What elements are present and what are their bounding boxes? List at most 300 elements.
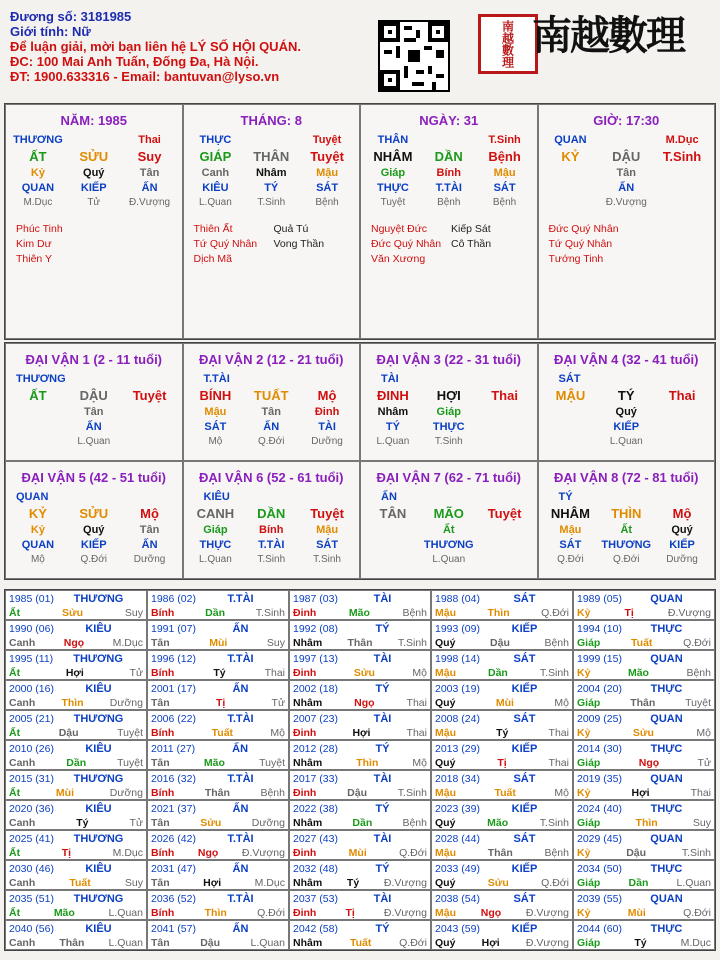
dai-van-shen: KIÊU [203,491,230,503]
year-stage: L.Quan [250,937,285,949]
year-top [9,892,143,906]
year-top [293,802,427,816]
year-shen: THƯƠNG [73,593,124,605]
year-stage: M.Dục [254,877,285,889]
hidden-shen-cell [543,182,598,194]
year-label: 1987 (03) [293,593,338,605]
year-shen: THƯƠNG [73,653,123,665]
hidden-shen-cell: THỰC [377,182,409,194]
year-bottom [435,846,569,860]
year-shen: THỰC [650,743,683,755]
year-branch: Tý [213,667,226,679]
shensha-item: Kiếp Sát [451,223,491,235]
stage-cell: Mộ [30,554,45,565]
pillar-title: NGÀY: 31 [419,113,479,128]
year-label: 2024 (40) [577,803,622,815]
stage-cell: Mộ [208,436,223,447]
year-branch: Mão [627,667,649,679]
year-stage: Mộ [554,697,569,709]
year-top [151,832,285,846]
year-top [151,772,285,786]
year-stem: Quý [435,877,456,889]
year-cell [5,740,147,770]
hidden-stems [539,524,715,536]
shensha-row [194,222,360,237]
year-shen: SÁT [513,833,536,845]
year-stage: Tuyệt [259,757,285,769]
year-top [577,892,711,906]
year-stem: Quý [435,817,456,829]
year-branch: Tý [634,937,647,949]
dai-van-title: ĐẠI VẬN 2 (12 - 21 tuổi) [199,352,344,367]
stage-cell: L.Quan [77,436,111,447]
qr-code-icon [378,20,450,92]
stem-branch [361,388,537,403]
shen-cell: M.Dục [665,134,699,146]
year-top [435,622,569,636]
hidden-stems-cell [10,406,65,418]
year-stem: Canh [9,697,36,709]
dai-van-title: ĐẠI VẬN 3 (22 - 31 tuổi) [376,352,521,367]
year-label: 2017 (33) [293,773,338,785]
year-top [9,802,143,816]
year-top [9,742,143,756]
year-label: 2020 (36) [9,803,54,815]
year-top [9,862,143,876]
year-shen: TÀI [373,653,392,665]
year-top [435,862,569,876]
year-cell [147,590,289,620]
year-stage: Đ.Vượng [667,607,711,619]
year-label: 2030 (46) [9,863,54,875]
stem-branch [539,388,715,403]
year-shen: THỰC [650,623,683,635]
shensha-row [549,237,715,252]
year-branch: Tị [345,907,355,919]
year-stage: Bệnh [686,667,711,679]
year-shen: T.TÀI [227,653,254,665]
dai-van-cell [360,343,538,461]
year-branch: Dậu [58,727,79,739]
hidden-shen-cell [365,539,420,551]
year-shen: ẤN [232,623,249,635]
shensha-item: Nguyệt Đức [371,223,428,235]
stage-cell: T.Sinh [313,554,341,565]
year-label: 1994 (10) [577,623,622,635]
dai-van-shen: THƯƠNG [16,373,66,385]
year-label: 2025 (41) [9,833,54,845]
year-bottom [293,636,427,650]
pillar-row-shen [361,134,537,146]
year-shen: TÀI [373,833,392,845]
year-bottom [293,696,427,710]
shen-cell: THỰC [199,134,232,146]
shen-cell: T.Sinh [488,134,521,146]
year-stage: Q.Đới [257,907,285,919]
hidden-shen-cell: KIẾP [80,182,107,194]
year-cell [431,590,573,620]
year-branch: Mùi [209,637,228,649]
year-top [151,862,285,876]
year-bottom [435,786,569,800]
year-stem: Mậu [435,727,456,739]
dai-van-shen: TÝ [558,491,573,503]
year-label: 1991 (07) [151,623,196,635]
stem-branch-cell: TÝ [617,388,635,403]
shensha-row [16,237,182,252]
stem-branch [6,506,182,521]
shensha-list [539,222,715,267]
year-shen: KIÊU [85,743,112,755]
shensha-item: Văn Xương [371,253,426,265]
address-line: ĐC: 100 Mai Anh Tuấn, Đống Đa, Hà Nội. [10,54,259,69]
year-stem: Giáp [577,877,601,889]
year-label: 2019 (35) [577,773,622,785]
year-cell [573,680,715,710]
shensha-row [194,237,360,252]
year-stem: Giáp [577,817,601,829]
year-cell [573,710,715,740]
year-stem: Bính [151,727,175,739]
stage-cell [543,197,598,208]
year-stem: Đinh [293,667,317,679]
year-stem: Nhâm [293,877,323,889]
year-stem: Canh [9,937,36,949]
stem-branch [184,506,360,521]
contact-line: Để luận giải, mời bạn liên hệ LÝ SỐ HỘI QUÁN. [10,39,301,54]
year-branch: Hợi [65,667,84,679]
year-stage: Q.Đới [683,907,711,919]
year-stem: Đinh [293,607,317,619]
year-stem: Tân [151,937,170,949]
year-stage: Bệnh [260,787,285,799]
year-top [9,682,143,696]
year-shen: SÁT [513,713,536,725]
year-branch: Tị [497,757,507,769]
hidden-shen-cell: QUAN [21,539,55,551]
year-shen: THƯƠNG [73,893,124,905]
year-label: 2021 (37) [151,803,196,815]
hidden-shen [539,182,715,194]
year-top [9,712,143,726]
year-label: 2035 (51) [9,893,54,905]
year-stage: Suy [124,607,143,619]
stage-cell: T.Sinh [257,197,286,208]
stem-branch-cell: ẤT [29,388,47,403]
year-top [151,592,285,606]
year-bottom [151,906,285,920]
year-top [577,772,711,786]
hidden-shen-cell [654,182,709,194]
year-cell [573,740,715,770]
hidden-shen-cell: THƯƠNG [423,539,474,551]
hidden-shen-cell: ẤN [141,539,158,551]
year-cell [431,710,573,740]
year-cell [573,800,715,830]
year-bottom [9,846,143,860]
year-branch: Dần [352,817,373,829]
year-bottom [293,666,427,680]
year-cell [289,590,431,620]
shensha-item: Cô Thần [451,238,492,250]
stem-branch-cell: Tuyệt [132,388,167,403]
year-top [435,652,569,666]
year-bottom [577,816,711,830]
year-top [577,742,711,756]
year-shen: SÁT [513,893,536,905]
year-bottom [151,846,285,860]
year-cell [5,620,147,650]
dai-van-title: ĐẠI VẬN 7 (62 - 71 tuổi) [376,470,521,485]
year-cell [5,830,147,860]
year-shen: ẤN [232,863,249,875]
year-stem: Ất [9,667,21,679]
hidden-shen [184,539,360,551]
year-shen: KIÊU [85,683,112,695]
year-label: 2027 (43) [293,833,338,845]
year-label: 2040 (56) [9,923,54,935]
stem-branch-cell: ẤT [29,149,47,164]
hidden-stems-cell [477,406,532,418]
hidden-shen [361,539,537,551]
year-branch: Dậu [347,787,367,799]
year-stem: Nhâm [293,757,323,769]
year-stem: Ất [9,907,21,919]
dai-van-shen: QUAN [16,491,49,503]
year-cell [289,680,431,710]
year-stem: Kỷ [577,727,591,739]
year-label: 2044 (60) [577,923,622,935]
shensha-item: Quả Tú [273,223,309,235]
stage-cell: Dưỡng [666,554,698,565]
hidden-shen-cell: ẤN [85,421,102,433]
year-label: 1989 (05) [577,593,622,605]
year-cell [147,860,289,890]
year-top [9,622,143,636]
year-bottom [435,816,569,830]
shensha-item: Đức Quý Nhân [371,238,442,250]
year-branch: Thân [59,937,85,949]
year-shen: KIÊU [85,803,112,815]
hidden-stems [6,406,182,418]
year-top [577,652,711,666]
year-top [577,712,711,726]
year-stage: T.Sinh [397,637,427,649]
year-cell [5,890,147,920]
year-stage: Đ.Vượng [383,877,427,889]
dai-van-title: ĐẠI VẬN 1 (2 - 11 tuổi) [25,352,163,367]
year-branch: Hợi [203,877,222,889]
year-shen: KIÊU [85,923,112,935]
stem-branch-cell: DẬU [612,149,641,164]
year-branch: Tuất [211,727,234,739]
shensha-list [184,222,360,267]
year-cell [147,920,289,950]
year-label: 2033 (49) [435,863,480,875]
year-branch: Tý [346,877,360,889]
year-cell [431,770,573,800]
year-stem: Kỷ [577,607,591,619]
year-bottom [9,606,143,620]
year-cell [573,890,715,920]
hidden-shen-cell: TÝ [385,421,400,433]
year-top [151,652,285,666]
year-label: 2004 (20) [577,683,622,695]
year-branch: Tị [215,697,226,709]
year-branch: Ngọ [480,907,502,919]
hidden-shen-cell: THỰC [432,421,465,433]
four-pillars [4,103,716,340]
hidden-shen-cell: T.TÀI [258,539,285,551]
year-top [577,862,711,876]
year-label: 2009 (25) [577,713,622,725]
hidden-shen-cell: TÝ [264,182,279,194]
year-bottom [151,756,285,770]
year-label: 2014 (30) [577,743,622,755]
year-stem: Bính [151,667,175,679]
year-bottom [293,906,427,920]
year-top [151,682,285,696]
year-branch: Dậu [490,637,510,649]
year-bottom [9,756,143,770]
year-bottom [9,816,143,830]
year-top [435,592,569,606]
year-bottom [293,846,427,860]
year-branch: Tuất [494,787,516,799]
year-label: 2001 (17) [151,683,196,695]
year-bottom [293,786,427,800]
year-top [9,772,143,786]
year-stem: Đinh [293,907,317,919]
year-stage: Đ.Vượng [525,937,569,949]
stem-branch-cell: Tuyệt [487,506,522,521]
year-top [9,922,143,936]
year-label: 1998 (14) [435,653,480,665]
stem-branch-cell: KỶ [28,506,47,521]
shensha-item: Kim Dư [16,238,52,250]
year-branch: Sửu [487,877,509,889]
year-stage: Dưỡng [109,697,143,709]
hidden-stems-cell: Tân [83,406,104,418]
stem-branch-cell: Thai [491,388,518,403]
year-cell [5,710,147,740]
year-cell [5,860,147,890]
year-branch: Sửu [353,667,375,679]
year-stem: Nhâm [293,937,323,949]
year-top [577,622,711,636]
year-bottom [293,606,427,620]
year-shen: KIẾP [511,683,538,695]
year-bottom [9,696,143,710]
year-stage: Bệnh [544,637,569,649]
shensha-item: Thiên Y [16,253,52,265]
year-stage: Q.Đới [541,877,569,889]
dai-van-title: ĐẠI VẬN 4 (32 - 41 tuổi) [554,352,699,367]
year-bottom [9,666,143,680]
hidden-shen-cell [654,421,709,433]
hidden-shen-cell: ẤN [618,182,635,194]
hidden-shen-cell [122,421,177,433]
stage [6,197,182,208]
stem-branch-cell: Bệnh [488,149,521,164]
stage-cell: Q.Đới [557,554,584,565]
year-shen: QUAN [650,653,683,665]
year-stage: M.Dục [680,937,711,949]
year-branch: Sửu [61,607,84,619]
shen-cell: Thai [138,134,161,146]
year-shen: ẤN [232,923,249,935]
year-top [9,652,143,666]
year-bottom [435,606,569,620]
year-label: 2015 (31) [9,773,54,785]
dai-van-cell [183,461,361,579]
year-cell [5,770,147,800]
year-stem: Quý [435,937,456,949]
hidden-stems-cell: Quý [83,524,105,536]
year-cell [147,830,289,860]
year-label: 2034 (50) [577,863,622,875]
year-cell [289,770,431,800]
year-branch: Mùi [495,697,514,709]
year-bottom [435,906,569,920]
year-bottom [293,876,427,890]
year-bottom [577,696,711,710]
pillar-cell [5,104,183,339]
year-stage: Đ.Vượng [241,847,285,859]
year-label: 2039 (55) [577,893,622,905]
shensha-item: Tướng Tinh [548,253,604,265]
year-shen: T.TÀI [227,773,254,785]
year-cell [289,650,431,680]
year-top [293,712,427,726]
hidden-stems-cell: Mậu [316,524,339,536]
year-shen: KIẾP [511,803,538,815]
year-stage: T.Sinh [539,817,569,829]
shen-cell [599,134,654,146]
year-stage: Tử [129,667,143,679]
year-stem: Bính [151,787,175,799]
hidden-shen [6,182,182,194]
year-bottom [435,936,569,950]
year-top [293,892,427,906]
stem-branch-cell: BÍNH [199,388,232,403]
year-shen: TÝ [375,623,390,635]
year-stem: Kỷ [577,787,591,799]
hidden-stems-cell [365,524,420,536]
shen-cell [244,134,299,146]
year-top [577,922,711,936]
year-bottom [577,606,711,620]
hidden-shen-cell: THƯƠNG [601,539,652,551]
year-label: 2026 (42) [151,833,196,845]
year-stage: Thai [264,667,285,679]
year-stem: Quý [435,637,456,649]
year-bottom [151,876,285,890]
year-shen: QUAN [650,773,683,785]
year-label: 2008 (24) [435,713,480,725]
year-label: 2028 (44) [435,833,480,845]
dai-van-cell [5,461,183,579]
year-stage: T.Sinh [539,667,569,679]
shen-cell: Tuyệt [312,134,342,146]
year-stage: Tuyệt [685,697,711,709]
shensha-row [549,222,715,237]
pillar-row-shen [539,134,715,146]
stage-cell: Dưỡng [311,436,343,447]
hidden-stems-cell: Mậu [204,406,227,418]
stem-branch-cell: Mộ [672,506,692,521]
year-branch: Mùi [55,787,74,799]
